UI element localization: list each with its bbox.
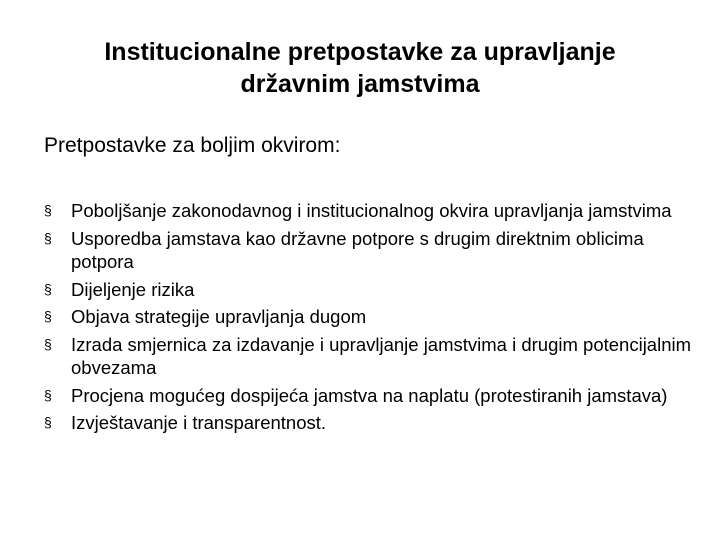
bullet-text: Izrada smjernica za izdavanje i upravljanje jamstvima i drugim potencijalnim obvezama [71, 333, 692, 378]
slide-title-line-2: državnim jamstvima [240, 70, 480, 98]
bullet-item [44, 227, 694, 274]
bullet-text: Objava strategije upravljanja dugom [71, 306, 367, 327]
bullet-marker-icon: § [44, 229, 52, 246]
bullet-list [44, 199, 694, 439]
bullet-item [44, 278, 694, 302]
bullet-marker-icon: § [44, 335, 52, 352]
bullet-item [44, 384, 694, 408]
bullet-text: Procjena mogućeg dospijeća jamstva na naplatu (protestiranih jamstava) [71, 384, 668, 406]
bullet-item [44, 199, 694, 223]
slide-title-line-1: Institucionalne pretpostavke za upravljanje [104, 38, 616, 66]
bullet-item [44, 305, 694, 329]
bullet-text: Dijeljenje rizika [71, 278, 195, 300]
bullet-marker-icon: § [44, 308, 52, 324]
bullet-marker-icon: § [44, 386, 52, 403]
bullet-text: Izvještavanje i transparentnost. [71, 412, 327, 433]
bullet-marker-icon: § [44, 202, 52, 218]
bullet-text: Poboljšanje zakonodavnog i institucionalnog okvira upravljanja jamstvima [71, 200, 672, 221]
bullet-item [44, 411, 694, 435]
bullet-marker-icon: § [44, 414, 52, 430]
slide-subtitle: Pretpostavke za boljim okvirom: [44, 134, 341, 157]
slide-title [40, 36, 680, 100]
bullet-text: Usporedba jamstava kao državne potpore s drugim direktnim oblicima potpora [71, 227, 644, 272]
bullet-item [44, 333, 694, 380]
bullet-marker-icon: § [44, 280, 52, 297]
